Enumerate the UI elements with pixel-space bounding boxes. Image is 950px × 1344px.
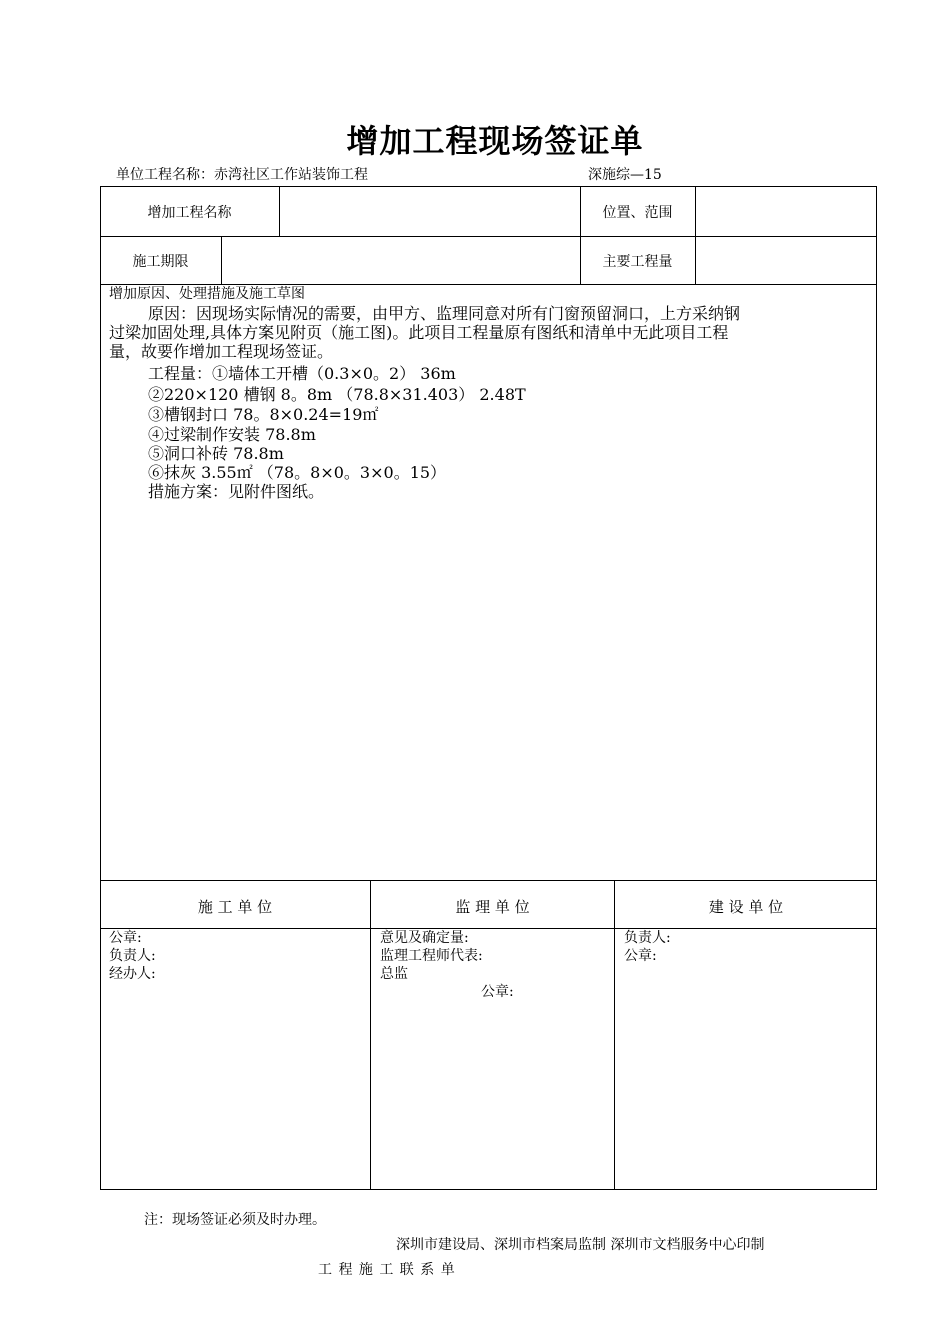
supervision-seal-field[interactable]: 公章: — [481, 984, 514, 1000]
measure-plan: 措施方案：见附件图纸。 — [148, 482, 325, 501]
construction-unit-label: 施 工 单 位 — [197, 898, 273, 916]
quantity-item-1: 工程量：①墙体工开槽（0.3×0。2） 36m — [148, 364, 456, 383]
added-work-name-label: 增加工程名称 — [147, 205, 232, 221]
construction-seal-field[interactable]: 公章: — [109, 930, 142, 946]
reason-paragraph-1: 原因：因现场实际情况的需要，由甲方、监理同意对所有门窗预留洞口，上方采纳钢 — [148, 304, 741, 323]
row-divider-1 — [100, 236, 877, 237]
quantity-item-6: ⑥抹灰 3.55㎡ （78。8×0。3×0。15） — [148, 463, 447, 482]
main-quantity-label: 主要工程量 — [602, 254, 673, 270]
supervision-opinion-field[interactable]: 意见及确定量: — [380, 930, 469, 946]
reason-heading: 增加原因、处理措施及施工草图 — [109, 286, 305, 302]
bottom-title: 工 程 施 工 联 系 单 — [318, 1262, 456, 1278]
form-code: 深施综—15 — [588, 167, 662, 183]
owner-manager-field[interactable]: 负责人: — [624, 930, 671, 946]
footer-note: 注：现场签证必须及时办理。 — [144, 1212, 326, 1228]
owner-seal-field[interactable]: 公章: — [624, 948, 657, 964]
issuer-line: 深圳市建设局、深圳市档案局监制 深圳市文档服务中心印制 — [396, 1237, 765, 1253]
supervision-engineer-field[interactable]: 监理工程师代表: — [380, 948, 483, 964]
construction-manager-field[interactable]: 负责人: — [109, 948, 156, 964]
units-label-divider — [100, 928, 877, 929]
units-top-divider — [100, 880, 877, 881]
construction-handler-field[interactable]: 经办人: — [109, 966, 156, 982]
units-col-divider-1 — [370, 880, 371, 1190]
chief-supervisor-field[interactable]: 总监 — [380, 966, 408, 982]
project-name-label: 单位工程名称：赤湾社区工作站装饰工程 — [116, 167, 368, 183]
location-range-label: 位置、范围 — [602, 205, 673, 221]
reason-paragraph-3: 量，故要作增加工程现场签证。 — [109, 342, 334, 361]
supervision-unit-label: 监 理 单 位 — [455, 898, 530, 916]
construction-period-label: 施工期限 — [132, 254, 189, 270]
owner-unit-label: 建 设 单 位 — [708, 898, 784, 916]
units-col-divider-2 — [614, 880, 615, 1190]
reason-paragraph-2: 过梁加固处理,具体方案见附页（施工图)。此项目工程量原有图纸和清单中无此项目工程 — [109, 323, 729, 342]
quantity-item-3: ③槽钢封口 78。8×0.24=19㎡ — [148, 405, 379, 424]
quantity-item-2: ②220×120 槽钢 8。8m （78.8×31.403） 2.48T — [148, 385, 526, 404]
row-divider-2 — [100, 284, 877, 285]
col-divider-r1-a — [279, 186, 280, 236]
quantity-item-4: ④过梁制作安装 78.8m — [148, 425, 316, 444]
page-title: 增加工程现场签证单 — [346, 122, 644, 160]
quantity-item-5: ⑤洞口补砖 78.8m — [148, 444, 284, 463]
col-divider-r1-c — [695, 186, 696, 284]
col-divider-r2-a — [221, 236, 222, 284]
